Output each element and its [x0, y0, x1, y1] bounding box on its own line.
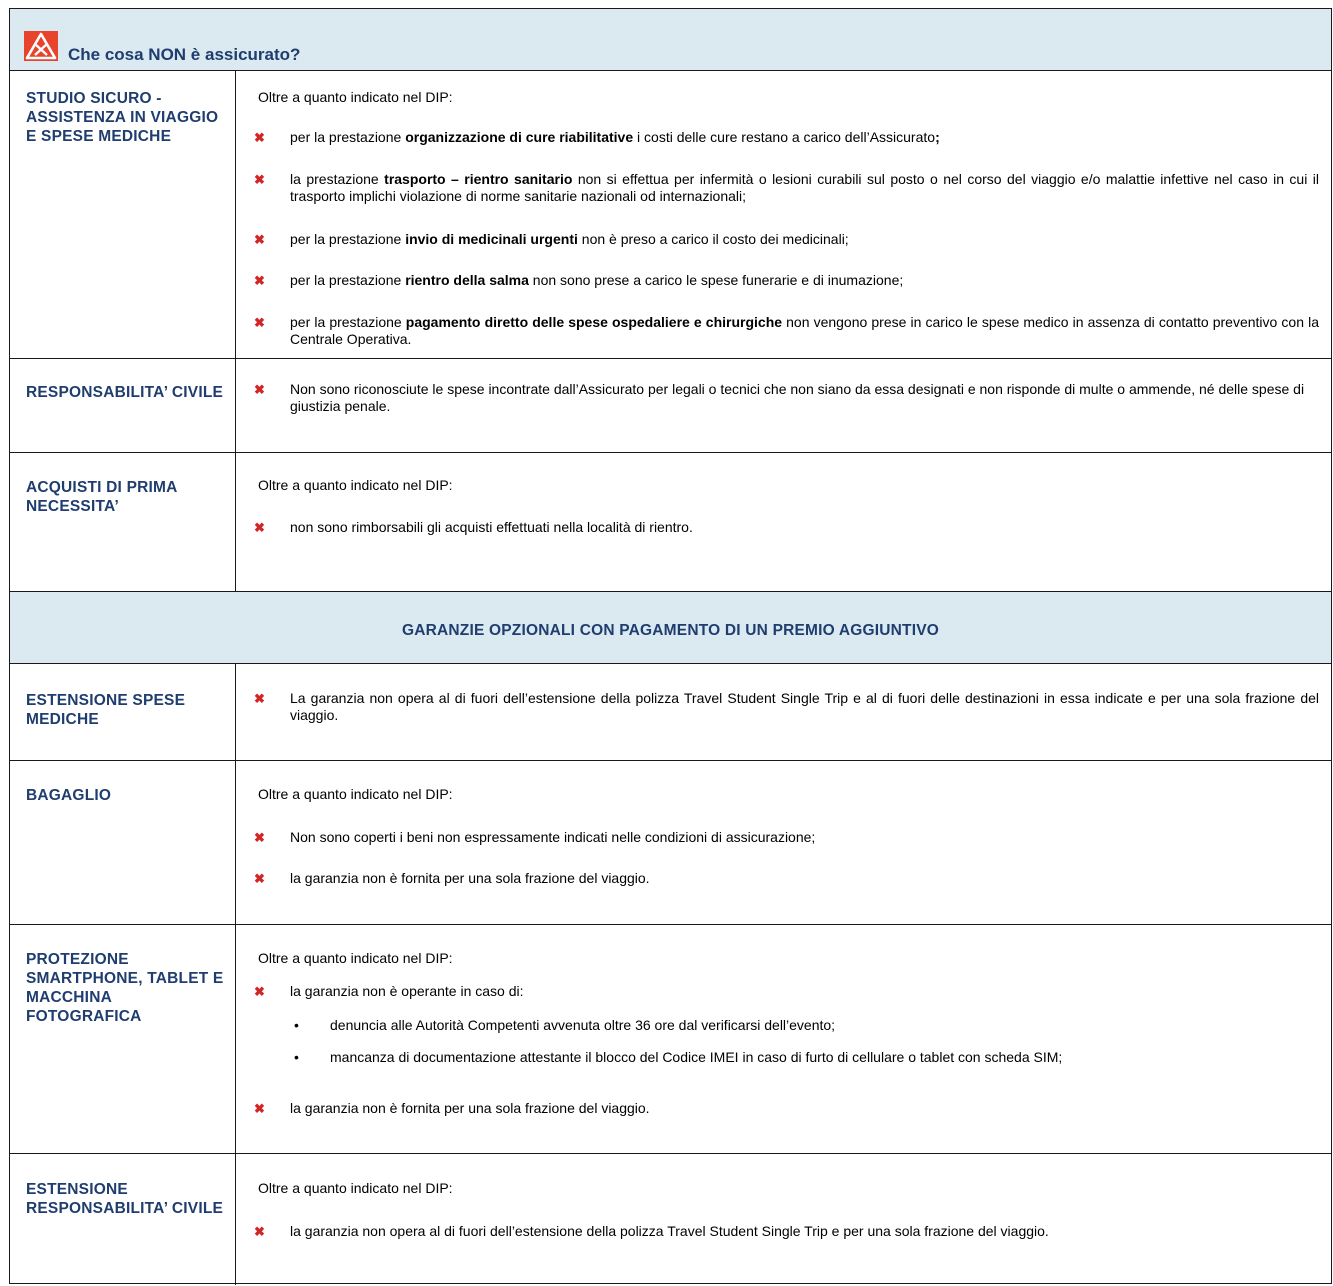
warning-icon: [24, 31, 58, 61]
intro-text: Oltre a quanto indicato nel DIP:: [258, 1180, 453, 1196]
list-item: ✖ la garanzia non è fornita per una sola frazione del viaggio.: [254, 1100, 650, 1116]
list-item: ✖ la garanzia non opera al di fuori dell’estensione della polizza Travel Student Single Trip e per una sola frazione del viaggio.: [254, 1223, 1049, 1239]
cross-bullet-icon: ✖: [254, 130, 265, 145]
cross-bullet-icon: ✖: [254, 1101, 265, 1116]
row-label: ACQUISTI DI PRIMA NECESSITA’: [26, 479, 177, 515]
list-item: ✖ per la prestazione invio di medicinali urgenti non è preso a carico il costo dei medicinali;: [254, 231, 849, 247]
row-label: PROTEZIONE SMARTPHONE, TABLET E MACCHINA FOTOGRAFICA: [26, 951, 224, 1025]
cross-bullet-icon: ✖: [254, 232, 265, 247]
cross-bullet-icon: ✖: [254, 172, 265, 187]
cross-bullet-icon: ✖: [254, 315, 265, 330]
dot-bullet-icon: •: [294, 1049, 299, 1065]
section-title: GARANZIE OPZIONALI CON PAGAMENTO DI UN PREMIO AGGIUNTIVO: [401, 622, 940, 639]
cross-bullet-icon: ✖: [254, 691, 265, 706]
list-item: ✖ Non sono riconosciute le spese incontrate dall’Assicurato per legali o tecnici che non siano da essa designati e non risponde di multe o ammende, né delle spese di giustizia penale.: [254, 381, 1305, 414]
cross-bullet-icon: ✖: [254, 382, 265, 397]
row-label: RESPONSABILITA’ CIVILE: [26, 384, 224, 401]
cross-bullet-icon: ✖: [254, 984, 265, 999]
exclusions-table: [9, 8, 1332, 1284]
list-item: ✖ la garanzia non è fornita per una sola frazione del viaggio.: [254, 870, 650, 886]
section-header: [10, 592, 1331, 664]
cross-bullet-icon: ✖: [254, 273, 265, 288]
row-label: ESTENSIONE SPESE MEDICHE: [26, 692, 186, 728]
intro-text: Oltre a quanto indicato nel DIP:: [258, 786, 453, 802]
cross-bullet-icon: ✖: [254, 1224, 265, 1239]
table-header: [10, 9, 1331, 71]
table-row: [10, 925, 1331, 1154]
table-row: [10, 359, 1331, 453]
intro-text: Oltre a quanto indicato nel DIP:: [258, 89, 453, 105]
list-item: ✖ la garanzia non è operante in caso di:: [254, 983, 524, 999]
row-label: BAGAGLIO: [26, 787, 112, 804]
list-item: ✖ per la prestazione rientro della salma non sono prese a carico le spese funerarie e di inumazione;: [254, 272, 904, 288]
row-label: ESTENSIONE RESPONSABILITA’ CIVILE: [26, 1181, 224, 1217]
sub-list-item: • denuncia alle Autorità Competenti avvenuta oltre 36 ore dal verificarsi dell’evento;: [294, 1017, 836, 1033]
table-row: [10, 664, 1331, 761]
table-row: [10, 1154, 1331, 1285]
table-row: [10, 761, 1331, 925]
cross-bullet-icon: ✖: [254, 830, 265, 845]
list-item: ✖ per la prestazione pagamento diretto delle spese ospedaliere e chirurgiche non vengono prese in carico le spese medico in assenza di contatto preventivo con la Centrale Operativa.: [254, 314, 1319, 347]
sub-list-item: • mancanza di documentazione attestante il blocco del Codice IMEI in caso di furto di cellulare o tablet con scheda SIM;: [294, 1049, 1063, 1065]
row-label: STUDIO SICURO - ASSISTENZA IN VIAGGIO E SPESE MEDICHE: [26, 90, 219, 145]
intro-text: Oltre a quanto indicato nel DIP:: [258, 950, 453, 966]
dot-bullet-icon: •: [294, 1017, 299, 1033]
list-item: ✖ non sono rimborsabili gli acquisti effettuati nella località di rientro.: [254, 519, 693, 535]
page-title: Che cosa NON è assicurato?: [68, 45, 301, 64]
cross-bullet-icon: ✖: [254, 871, 265, 886]
table-row: [10, 71, 1331, 359]
list-item: ✖ Non sono coperti i beni non espressamente indicati nelle condizioni di assicurazione;: [254, 829, 816, 845]
table-row: [10, 453, 1331, 592]
intro-text: Oltre a quanto indicato nel DIP:: [258, 477, 453, 493]
cross-bullet-icon: ✖: [254, 520, 265, 535]
list-item: ✖ La garanzia non opera al di fuori dell’estensione della polizza Travel Student Single Trip e al di fuori delle destinazioni in essa indicate e per una sola frazione del viaggio.: [254, 690, 1319, 723]
list-item: ✖ la prestazione trasporto – rientro sanitario non si effettua per infermità o lesioni curabili sul posto o nel corso del viaggio e/o malattie infettive nel caso in cui il trasporto implichi violazione di norme sanitarie nazionali od internazionali;: [254, 171, 1319, 204]
list-item: ✖ per la prestazione organizzazione di cure riabilitative i costi delle cure restano a carico dell’Assicurato;: [254, 129, 940, 145]
